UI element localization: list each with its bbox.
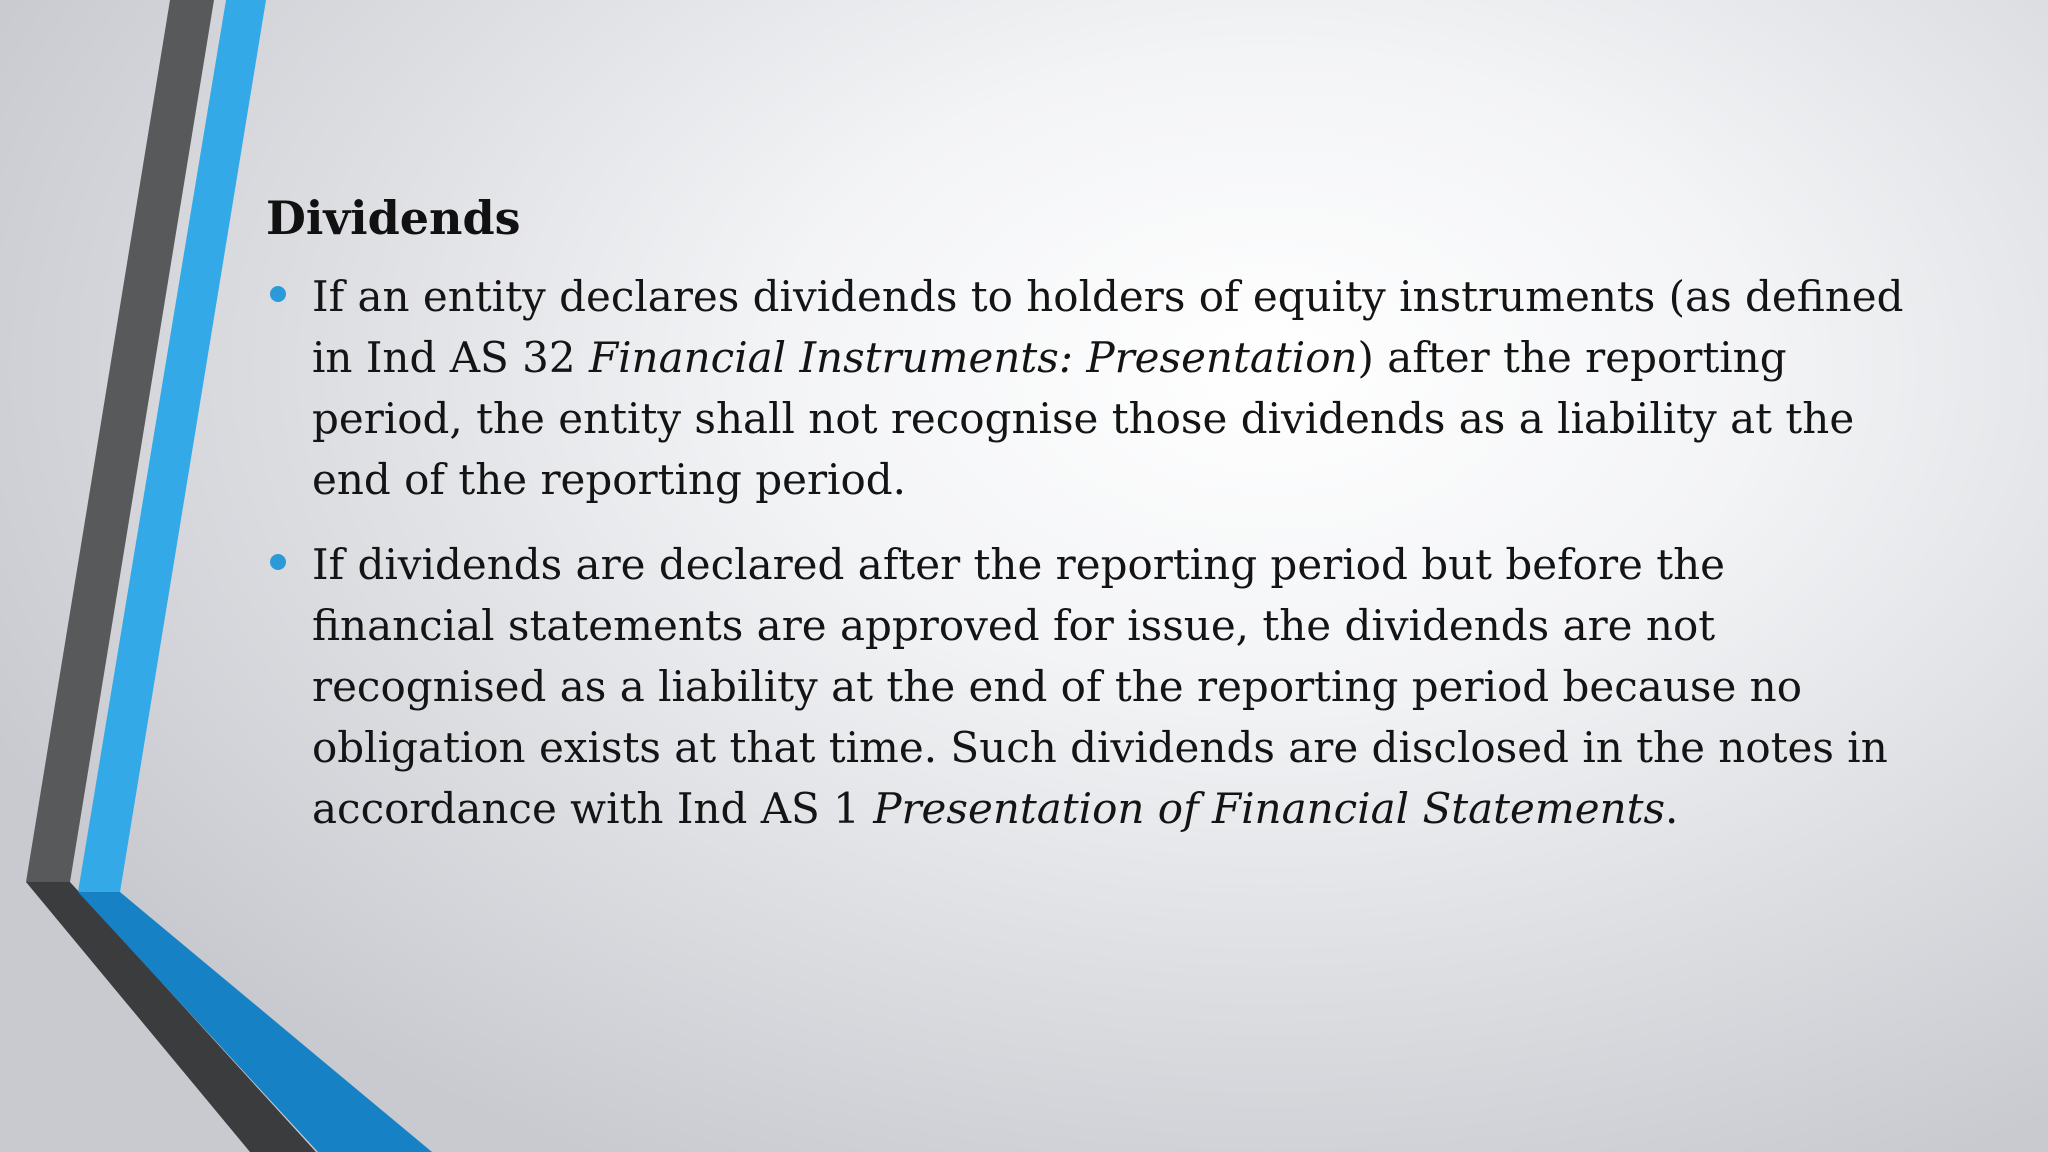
gray-stripe-lower — [26, 882, 316, 1152]
bullet-text-post: . — [1665, 784, 1679, 833]
bullet-text-pre: If an entity declares dividends to holders of equity instruments (as defined in Ind AS 32 — [312, 272, 1904, 382]
bullet-list — [266, 266, 1906, 839]
bullet-dot-icon — [270, 554, 286, 570]
bullet-text-post: ) after the reporting period, the entity shall not recognise those dividends as a liability at the end of the reporting period. — [312, 333, 1855, 504]
bullet-text-italic: Financial Instruments: Presentation — [588, 333, 1358, 382]
bullet-text-italic: Presentation of Financial Statements — [873, 784, 1666, 833]
bullet-text-pre: If dividends are declared after the reporting period but before the financial statements are approved for issue, the dividends are not recognised as a liability at the end of the reporting period because no obligation exists at that time. Such dividends are disclosed in the notes in accordance with Ind AS 1 — [312, 540, 1888, 833]
bullet-item — [266, 266, 1906, 510]
slide-content — [266, 190, 1906, 863]
bullet-item — [266, 534, 1906, 839]
bullet-dot-icon — [270, 286, 286, 302]
slide-title: Dividends — [266, 191, 521, 245]
